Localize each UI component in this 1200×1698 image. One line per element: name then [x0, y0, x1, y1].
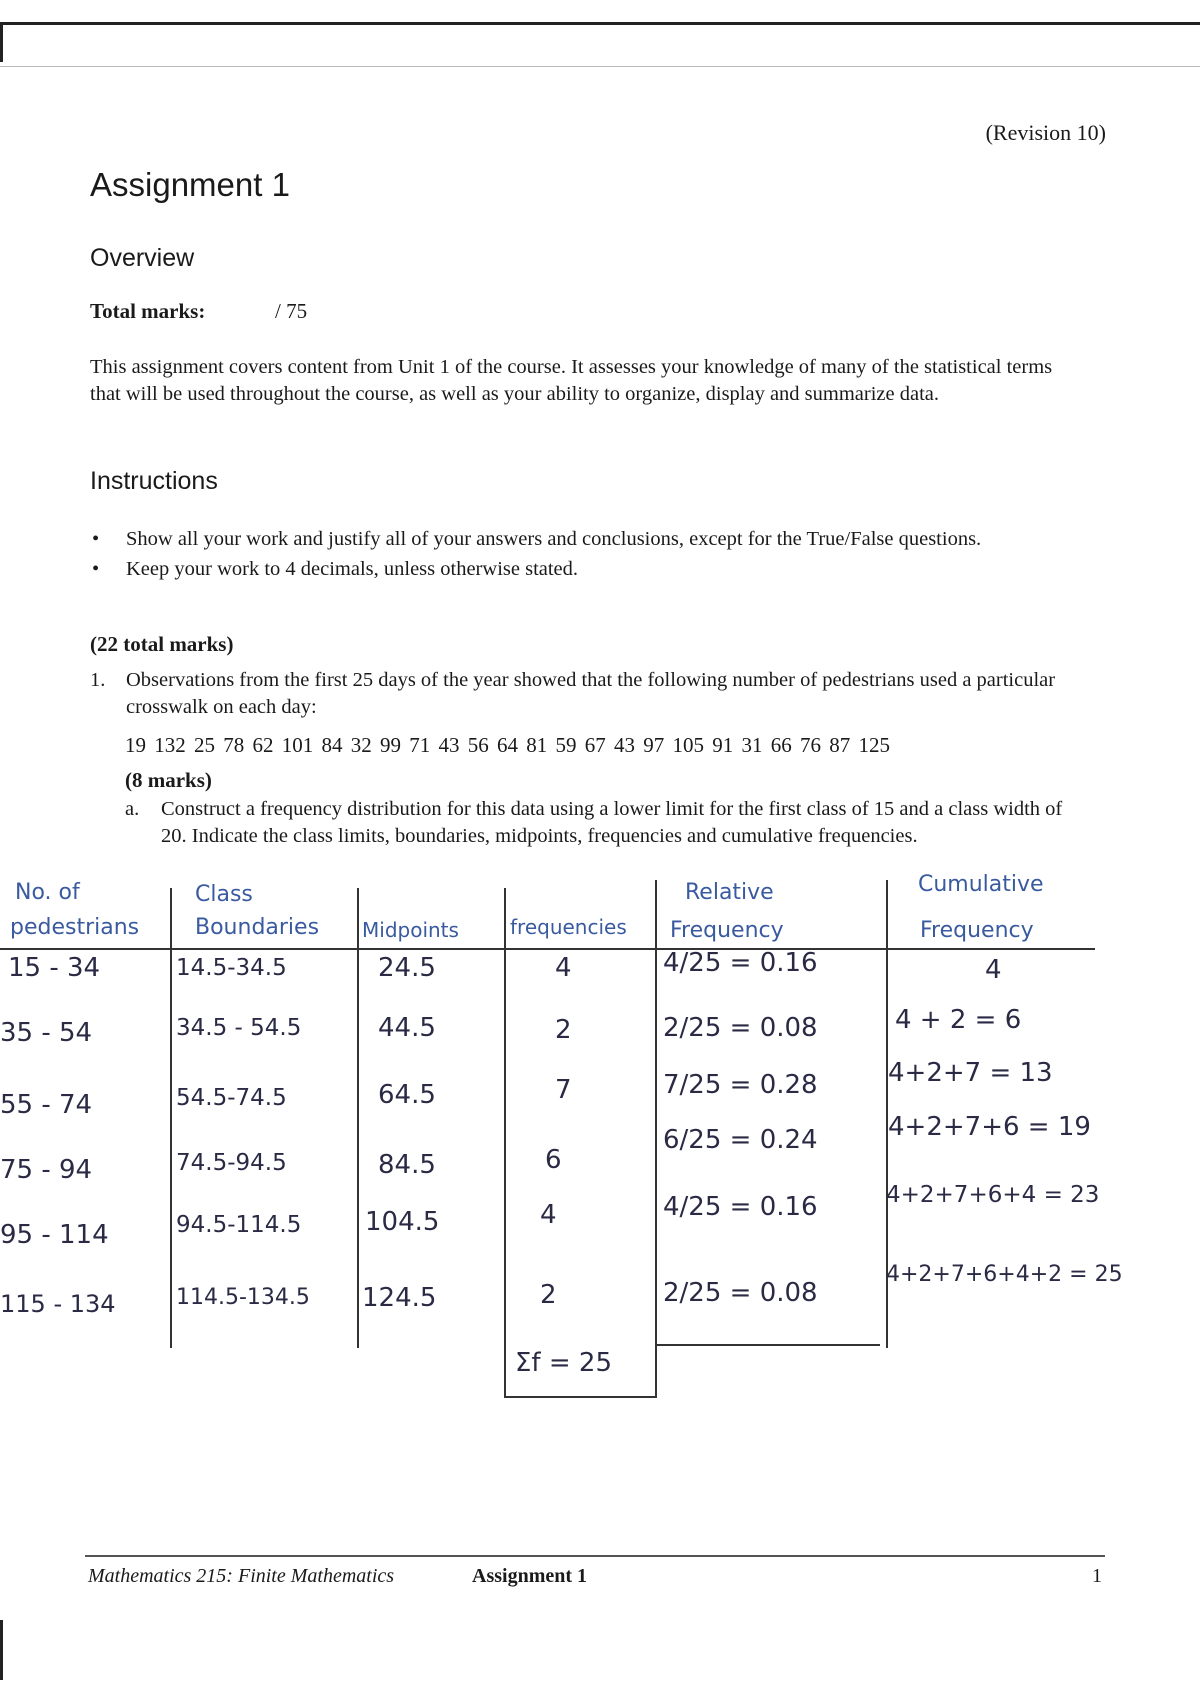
row-boundaries: 94.5-114.5 [176, 1212, 302, 1238]
header-frequencies: frequencies [510, 915, 627, 939]
footer-course-title: Mathematics 215: Finite Mathematics [88, 1565, 395, 1587]
instructions-heading: Instructions [90, 467, 218, 495]
footer-rule [85, 1555, 1105, 1557]
observation-data: 19 132 25 78 62 101 84 32 99 71 43 56 64 81 59 67 43 97 105 91 31 66 76 87 125 [125, 733, 890, 757]
header-rule [0, 66, 1200, 67]
row-cumulative: 4 + 2 = 6 [895, 1005, 1022, 1035]
row-frequency: 7 [555, 1075, 572, 1105]
frequency-total: Σf = 25 [515, 1348, 612, 1378]
question-marks: (8 marks) [125, 768, 212, 792]
row-limits: 95 - 114 [0, 1220, 109, 1250]
row-cumulative: 4+2+7+6+4 = 23 [886, 1182, 1100, 1208]
instruction-item: • Show all your work and justify all of your answers and conclusions, except for the True/False questions. [90, 526, 1090, 552]
row-midpoint: 64.5 [378, 1080, 436, 1110]
instructions-list [90, 526, 1090, 586]
scan-border-top [0, 22, 1200, 25]
footer-assignment-title: Assignment 1 [472, 1565, 588, 1587]
overview-description: This assignment covers content from Unit 1 of the course. It assesses your knowledge of many of the statistical terms that will be used throughout the course, as well as your ability to organize, display and summarize data. [90, 356, 1053, 405]
question-text: Observations from the first 25 days of the year showed that the following number of pedestrians used a particular crosswalk on each day: [126, 669, 1056, 718]
row-frequency: 4 [555, 953, 572, 983]
row-midpoint: 124.5 [362, 1283, 437, 1313]
page-title: Assignment 1 [90, 166, 290, 203]
header-limits-line1: No. of [15, 880, 80, 905]
row-boundaries: 74.5-94.5 [176, 1150, 287, 1176]
row-midpoint: 84.5 [378, 1150, 436, 1180]
row-frequency: 6 [545, 1145, 562, 1175]
header-relative-line2: Frequency [670, 918, 784, 943]
row-cumulative: 4+2+7+6+4+2 = 25 [886, 1262, 1123, 1287]
header-cumulative-line1: Cumulative [918, 872, 1044, 897]
row-limits: 115 - 134 [0, 1290, 116, 1318]
row-boundaries: 114.5-134.5 [176, 1285, 310, 1310]
total-marks [90, 299, 307, 324]
row-cumulative: 4 [985, 955, 1002, 985]
scan-border-left [0, 22, 3, 62]
row-boundaries: 14.5-34.5 [176, 955, 287, 981]
row-relative: 2/25 = 0.08 [663, 1278, 818, 1308]
row-limits: 35 - 54 [0, 1018, 93, 1048]
table-column-divider [655, 880, 657, 1398]
row-limits: 55 - 74 [0, 1090, 93, 1120]
row-cumulative: 4+2+7 = 13 [888, 1058, 1053, 1088]
question-number: 1. [90, 669, 106, 691]
header-boundaries-line2: Boundaries [195, 915, 320, 940]
table-header-rule [0, 948, 1095, 950]
section-marks: (22 total marks) [90, 632, 234, 656]
row-relative: 6/25 = 0.24 [663, 1125, 818, 1155]
total-marks-value: / 75 [275, 299, 308, 323]
table-total-rule [504, 1396, 657, 1398]
row-frequency: 4 [540, 1200, 557, 1230]
table-bottom-rule [655, 1344, 880, 1346]
row-boundaries: 54.5-74.5 [176, 1085, 287, 1111]
row-relative: 7/25 = 0.28 [663, 1070, 818, 1100]
table-column-divider [357, 888, 359, 1348]
page-number: 1 [1092, 1565, 1102, 1587]
part-text: Construct a frequency distribution for this data using a lower limit for the first class of 15 and a class width of 20. Indicate the class limits, boundaries, midpoints, frequencies and cumulative frequencies. [161, 798, 1063, 847]
row-frequency: 2 [555, 1015, 572, 1045]
overview-heading: Overview [90, 244, 195, 272]
part-letter: a. [125, 798, 140, 820]
row-boundaries: 34.5 - 54.5 [176, 1015, 302, 1041]
row-midpoint: 24.5 [378, 953, 436, 983]
revision-label: (Revision 10) [985, 120, 1106, 145]
row-midpoint: 44.5 [378, 1013, 436, 1043]
table-column-divider [504, 888, 506, 1398]
instruction-item: • Keep your work to 4 decimals, unless otherwise stated. [90, 556, 1090, 582]
scan-mark [0, 1620, 3, 1680]
row-relative: 4/25 = 0.16 [663, 948, 818, 978]
row-limits: 75 - 94 [0, 1155, 93, 1185]
row-midpoint: 104.5 [365, 1207, 440, 1237]
header-relative-line1: Relative [685, 880, 774, 905]
row-frequency: 2 [540, 1280, 557, 1310]
header-limits-line2: pedestrians [10, 915, 140, 940]
header-midpoints: Midpoints [362, 918, 459, 942]
row-cumulative: 4+2+7+6 = 19 [888, 1112, 1091, 1142]
total-marks-label: Total marks: [90, 299, 206, 323]
row-relative: 4/25 = 0.16 [663, 1192, 818, 1222]
header-cumulative-line2: Frequency [920, 918, 1034, 943]
header-boundaries-line1: Class [195, 882, 253, 907]
row-limits: 15 - 34 [8, 953, 101, 983]
row-relative: 2/25 = 0.08 [663, 1013, 818, 1043]
table-column-divider [170, 888, 172, 1348]
